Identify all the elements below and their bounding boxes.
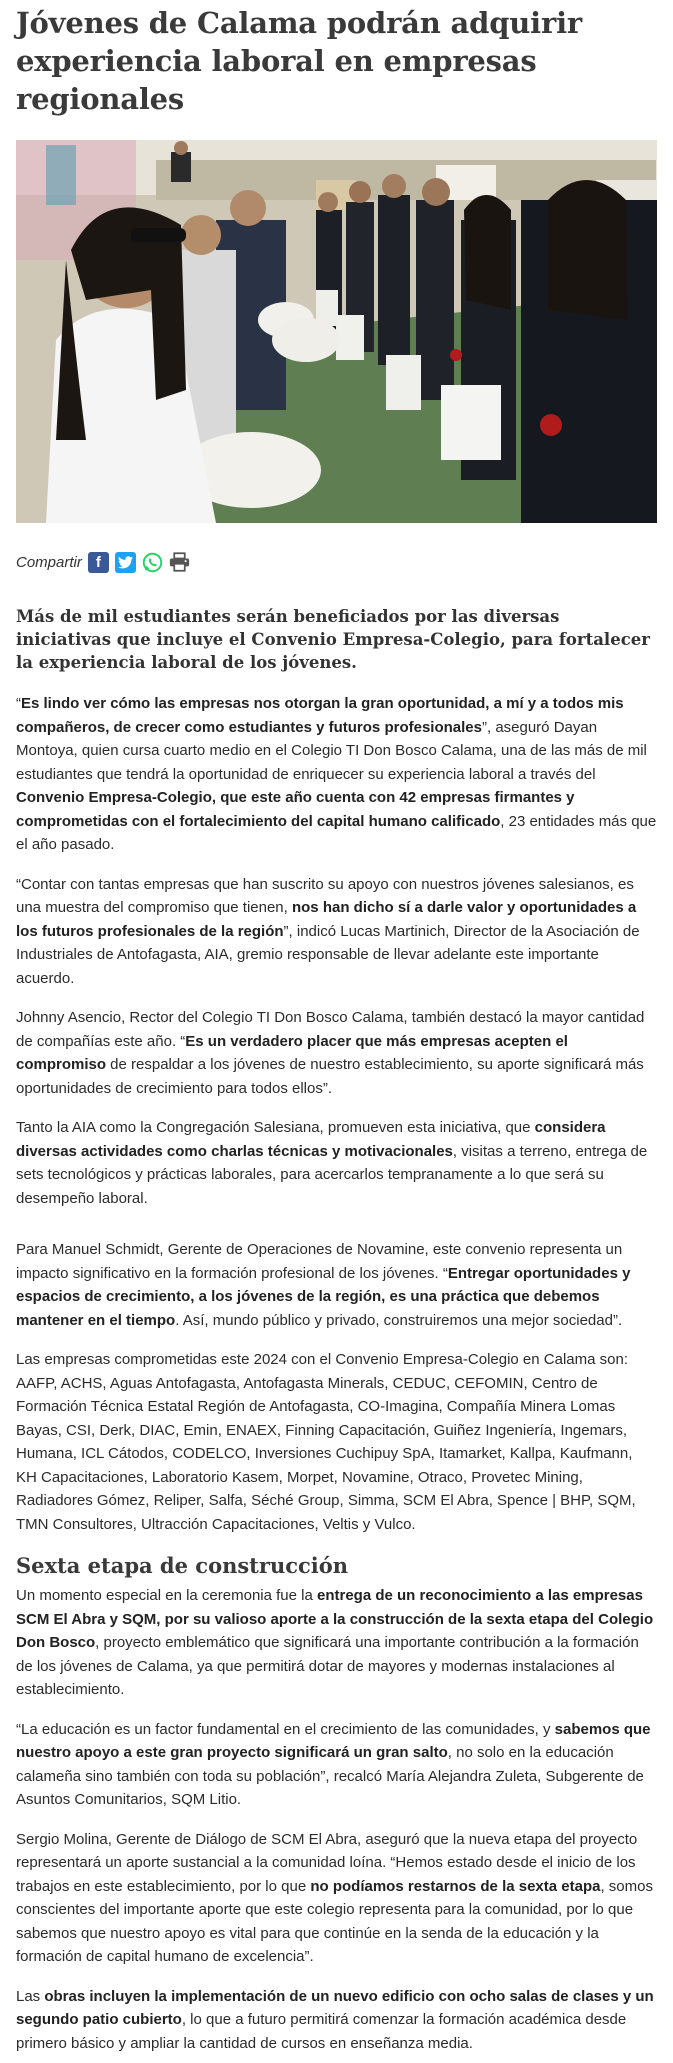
twitter-share-button[interactable] xyxy=(115,552,136,573)
text: , somos conscientes del importante aporte que este colegio representa para la comunidad, por lo que sabemos que nuestro apoyo es vital para que continúe en la senda de la educación y la formación de capital humano de excelencia”. xyxy=(16,1877,653,1965)
facebook-share-button[interactable] xyxy=(88,552,109,573)
paragraph-2 xyxy=(16,873,657,991)
paragraph-9 xyxy=(16,1828,657,1969)
paragraph-7 xyxy=(16,1584,657,1702)
paragraph-3 xyxy=(16,1006,657,1100)
text: de respaldar a los jóvenes de nuestro establecimiento, su aporte significará más oportunidades de crecimiento para todos ellos”. xyxy=(16,1056,644,1097)
paragraph-5 xyxy=(16,1238,657,1332)
article-photo xyxy=(16,140,657,523)
print-button[interactable] xyxy=(169,552,190,573)
emphasis: Convenio Empresa-Colegio, que este año cuenta con 42 empresas firmantes y comprometidas con el fortalecimiento del capital humano calificado xyxy=(16,789,575,830)
paragraph-4 xyxy=(16,1116,657,1210)
article-title: Jóvenes de Calama podrán adquirir experiencia laboral en empresas regionales xyxy=(16,6,582,116)
emphasis: entrega de un reconocimiento a las empresas SCM El Abra y SQM, por su valioso aporte a la construcción de la sexta etapa del Colegio Don Bosco xyxy=(16,1587,654,1651)
emphasis: sabemos que nuestro apoyo a este gran proyecto significará un gran salto xyxy=(16,1720,651,1761)
spacer xyxy=(16,1226,657,1238)
article xyxy=(0,4,673,2055)
paragraph-6: Las empresas comprometidas este 2024 con el Convenio Empresa-Colegio en Calama son: AAFP, ACHS, Aguas Antofagasta, Antofagasta Minerals, CEDUC, CEFOMIN, Centro de Formación Técnica Estatal Región de Antofagasta, CO-Imagina, Compañía Minera Lomas Bayas, CSI, Derk, DIAC, Emin, ENAEX, Finning Capacitación, Guiñez Ingeniería, Ingemars, Humana, ICL Cátodos, CODELCO, Inversiones Cuchipuy SpA, Itamarket, Kallpa, Kaufmann, KH Capacitaciones, Laboratorio Kasem, Morpet, Novamine, Otraco, Provetec Mining, Radiadores Gómez, Reliper, Salfa, Séché Group, Simma, SCM El Abra, Spence | BHP, SQM, TMN Consultores, Ultracción Capacitaciones, Veltis y Vulco. xyxy=(16,1351,636,1533)
facebook-icon: f xyxy=(95,553,101,571)
text: . Así, mundo público y privado, construiremos una mejor sociedad”. xyxy=(175,1311,623,1329)
text: ”, aseguró Dayan Montoya, quien cursa cuarto medio en el Colegio TI Don Bosco Calama, una de las más de mil estudiantes que tendrá la oportunidad de enriquecer su experiencia laboral a través del xyxy=(16,718,647,783)
text: “ xyxy=(16,695,21,712)
text: Sergio Molina, Gerente de Diálogo de SCM El Abra, aseguró que la nueva etapa del proyecto representará un aporte sustancial a la comunidad loína. “Hemos estado desde el inicio de los trabajos en este establecimiento, por lo que xyxy=(16,1830,638,1895)
section-title: Sexta etapa de construcción xyxy=(16,1553,349,1578)
text: , visitas a terreno, entrega de sets tecnológicos y prácticas laborales, para acercarlos tempranamente a lo que será su desempeño laboral. xyxy=(16,1142,648,1207)
text: “La educación es un factor fundamental en el crecimiento de las comunidades, y xyxy=(16,1720,555,1738)
paragraph-1 xyxy=(16,692,657,857)
text: ”, indicó Lucas Martinich, Director de la Asociación de Industriales de Antofagasta, AIA, gremio responsable de llevar adelante este importante acuerdo. xyxy=(16,922,640,987)
text: “Contar con tantas empresas que han suscrito su apoyo con nuestros jóvenes salesianos, es una muestra del compromiso que tienen, xyxy=(16,875,634,916)
text: , lo que a futuro permitirá comenzar la formación académica desde primero básico y ampliar la cantidad de cursos en enseñanza media. xyxy=(16,2011,627,2052)
text: , 23 entidades más que el año pasado. xyxy=(16,812,657,853)
emphasis: considera diversas actividades como charlas técnicas y motivacionales xyxy=(16,1119,606,1160)
emphasis: Entregar oportunidades y espacios de crecimiento, a los jóvenes de la región, es una práctica que debemos mantener en el tiempo xyxy=(16,1264,631,1329)
text: Las xyxy=(16,1987,45,2005)
share-bar xyxy=(16,547,657,577)
whatsapp-share-button[interactable] xyxy=(142,552,163,573)
emphasis: Es un verdadero placer que más empresas acepten el compromiso xyxy=(16,1032,568,1073)
paragraph-8 xyxy=(16,1718,657,1812)
twitter-icon xyxy=(118,556,133,569)
whatsapp-icon xyxy=(142,552,163,573)
text: , no solo en la educación calameña sino también con toda su población”, recalcó María Alejandra Zuleta, Subgerente de Asuntos Comunitarios, SQM Litio. xyxy=(16,1744,644,1808)
emphasis: nos han dicho sí a darle valor y oportunidades a los futuros profesionales de la región xyxy=(16,899,637,940)
emphasis: obras incluyen la implementación de un nuevo edificio con ocho salas de clases y un segundo patio cubierto xyxy=(16,1987,654,2028)
paragraph-10 xyxy=(16,1985,657,2056)
text: , proyecto emblemático que significará una importante contribución a la formación de los jóvenes de Calama, ya que permitirá dotar de mayores y modernas instalaciones al establecimiento. xyxy=(16,1634,639,1698)
printer-icon xyxy=(169,551,190,573)
article-lead: Más de mil estudiantes serán beneficiados por las diversas iniciativas que incluye el Convenio Empresa-Colegio, para fortalecer la experiencia laboral de los jóvenes. xyxy=(16,607,650,672)
text: Un momento especial en la ceremonia fue la xyxy=(16,1587,317,1604)
text: Para Manuel Schmidt, Gerente de Operaciones de Novamine, este convenio representa un impacto significativo en la formación profesional de los jóvenes. “ xyxy=(16,1241,623,1282)
emphasis: Es lindo ver cómo las empresas nos otorgan la gran oportunidad, a mí y a todos mis compañeros, de crecer como estudiantes y futuros profesionales xyxy=(16,695,624,736)
text: Johnny Asencio, Rector del Colegio TI Don Bosco Calama, también destacó la mayor cantidad de compañías este año. “ xyxy=(16,1009,645,1050)
text: Tanto la AIA como la Congregación Salesiana, promueven esta iniciativa, que xyxy=(16,1119,535,1136)
emphasis: no podíamos restarnos de la sexta etapa xyxy=(310,1877,601,1895)
share-label: Compartir xyxy=(16,553,82,571)
